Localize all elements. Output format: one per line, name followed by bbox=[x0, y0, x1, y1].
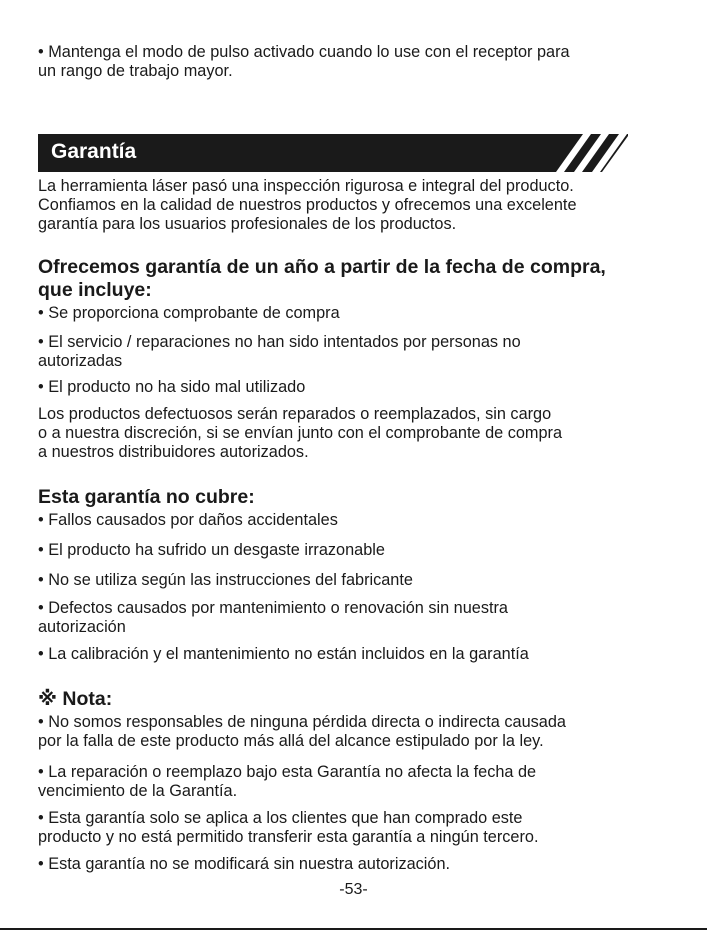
warranty-intro: La herramienta láser pasó una inspección rigurosa e integral del producto. Confiamos en la calidad de nuestros productos y ofrecemos una excelente garantía para los usuarios profesionales de los productos. bbox=[38, 177, 577, 233]
note-item: • La reparación o reemplazo bajo esta Garantía no afecta la fecha de vencimiento de la Garantía. bbox=[38, 763, 537, 800]
warranty-offer-heading: Ofrecemos garantía de un año a partir de la fecha de compra, que incluye: bbox=[38, 256, 606, 301]
note-item: • No somos responsables de ninguna pérdida directa o indirecta causada por la falla de este producto más allá del alcance estipulado por la ley. bbox=[38, 713, 566, 750]
includes-item: • El servicio / reparaciones no han sido intentados por personas no autorizadas bbox=[38, 333, 521, 370]
not-cover-item: • La calibración y el mantenimiento no están incluidos en la garantía bbox=[38, 645, 529, 663]
note-item: • Esta garantía no se modificará sin nuestra autorización. bbox=[38, 855, 451, 873]
bottom-divider bbox=[0, 928, 707, 930]
not-cover-heading: Esta garantía no cubre: bbox=[38, 486, 255, 508]
section-title: Garantía bbox=[51, 140, 137, 163]
pulse-mode-bullet: • Mantenga el modo de pulso activado cuando lo use con el receptor para un rango de trabajo mayor. bbox=[38, 43, 570, 80]
not-cover-item: • Defectos causados por mantenimiento o renovación sin nuestra autorización bbox=[38, 599, 508, 636]
includes-item: • Se proporciona comprobante de compra bbox=[38, 304, 340, 322]
includes-item: • El producto no ha sido mal utilizado bbox=[38, 378, 306, 396]
not-cover-item: • Fallos causados por daños accidentales bbox=[38, 511, 338, 529]
note-item: • Esta garantía solo se aplica a los clientes que han comprado este producto y no está permitido transferir esta garantía a ningún tercero. bbox=[38, 809, 539, 846]
not-cover-item: • No se utiliza según las instrucciones del fabricante bbox=[38, 571, 413, 589]
page-number: -53- bbox=[339, 881, 368, 898]
note-heading: ※ Nota: bbox=[38, 688, 113, 710]
not-cover-item: • El producto ha sufrido un desgaste irrazonable bbox=[38, 541, 385, 559]
defective-products-paragraph: Los productos defectuosos serán reparados o reemplazados, sin cargo o a nuestra discreción, si se envían junto con el comprobante de compra a nuestros distribuidores autorizados. bbox=[38, 405, 563, 461]
section-banner bbox=[38, 134, 628, 172]
